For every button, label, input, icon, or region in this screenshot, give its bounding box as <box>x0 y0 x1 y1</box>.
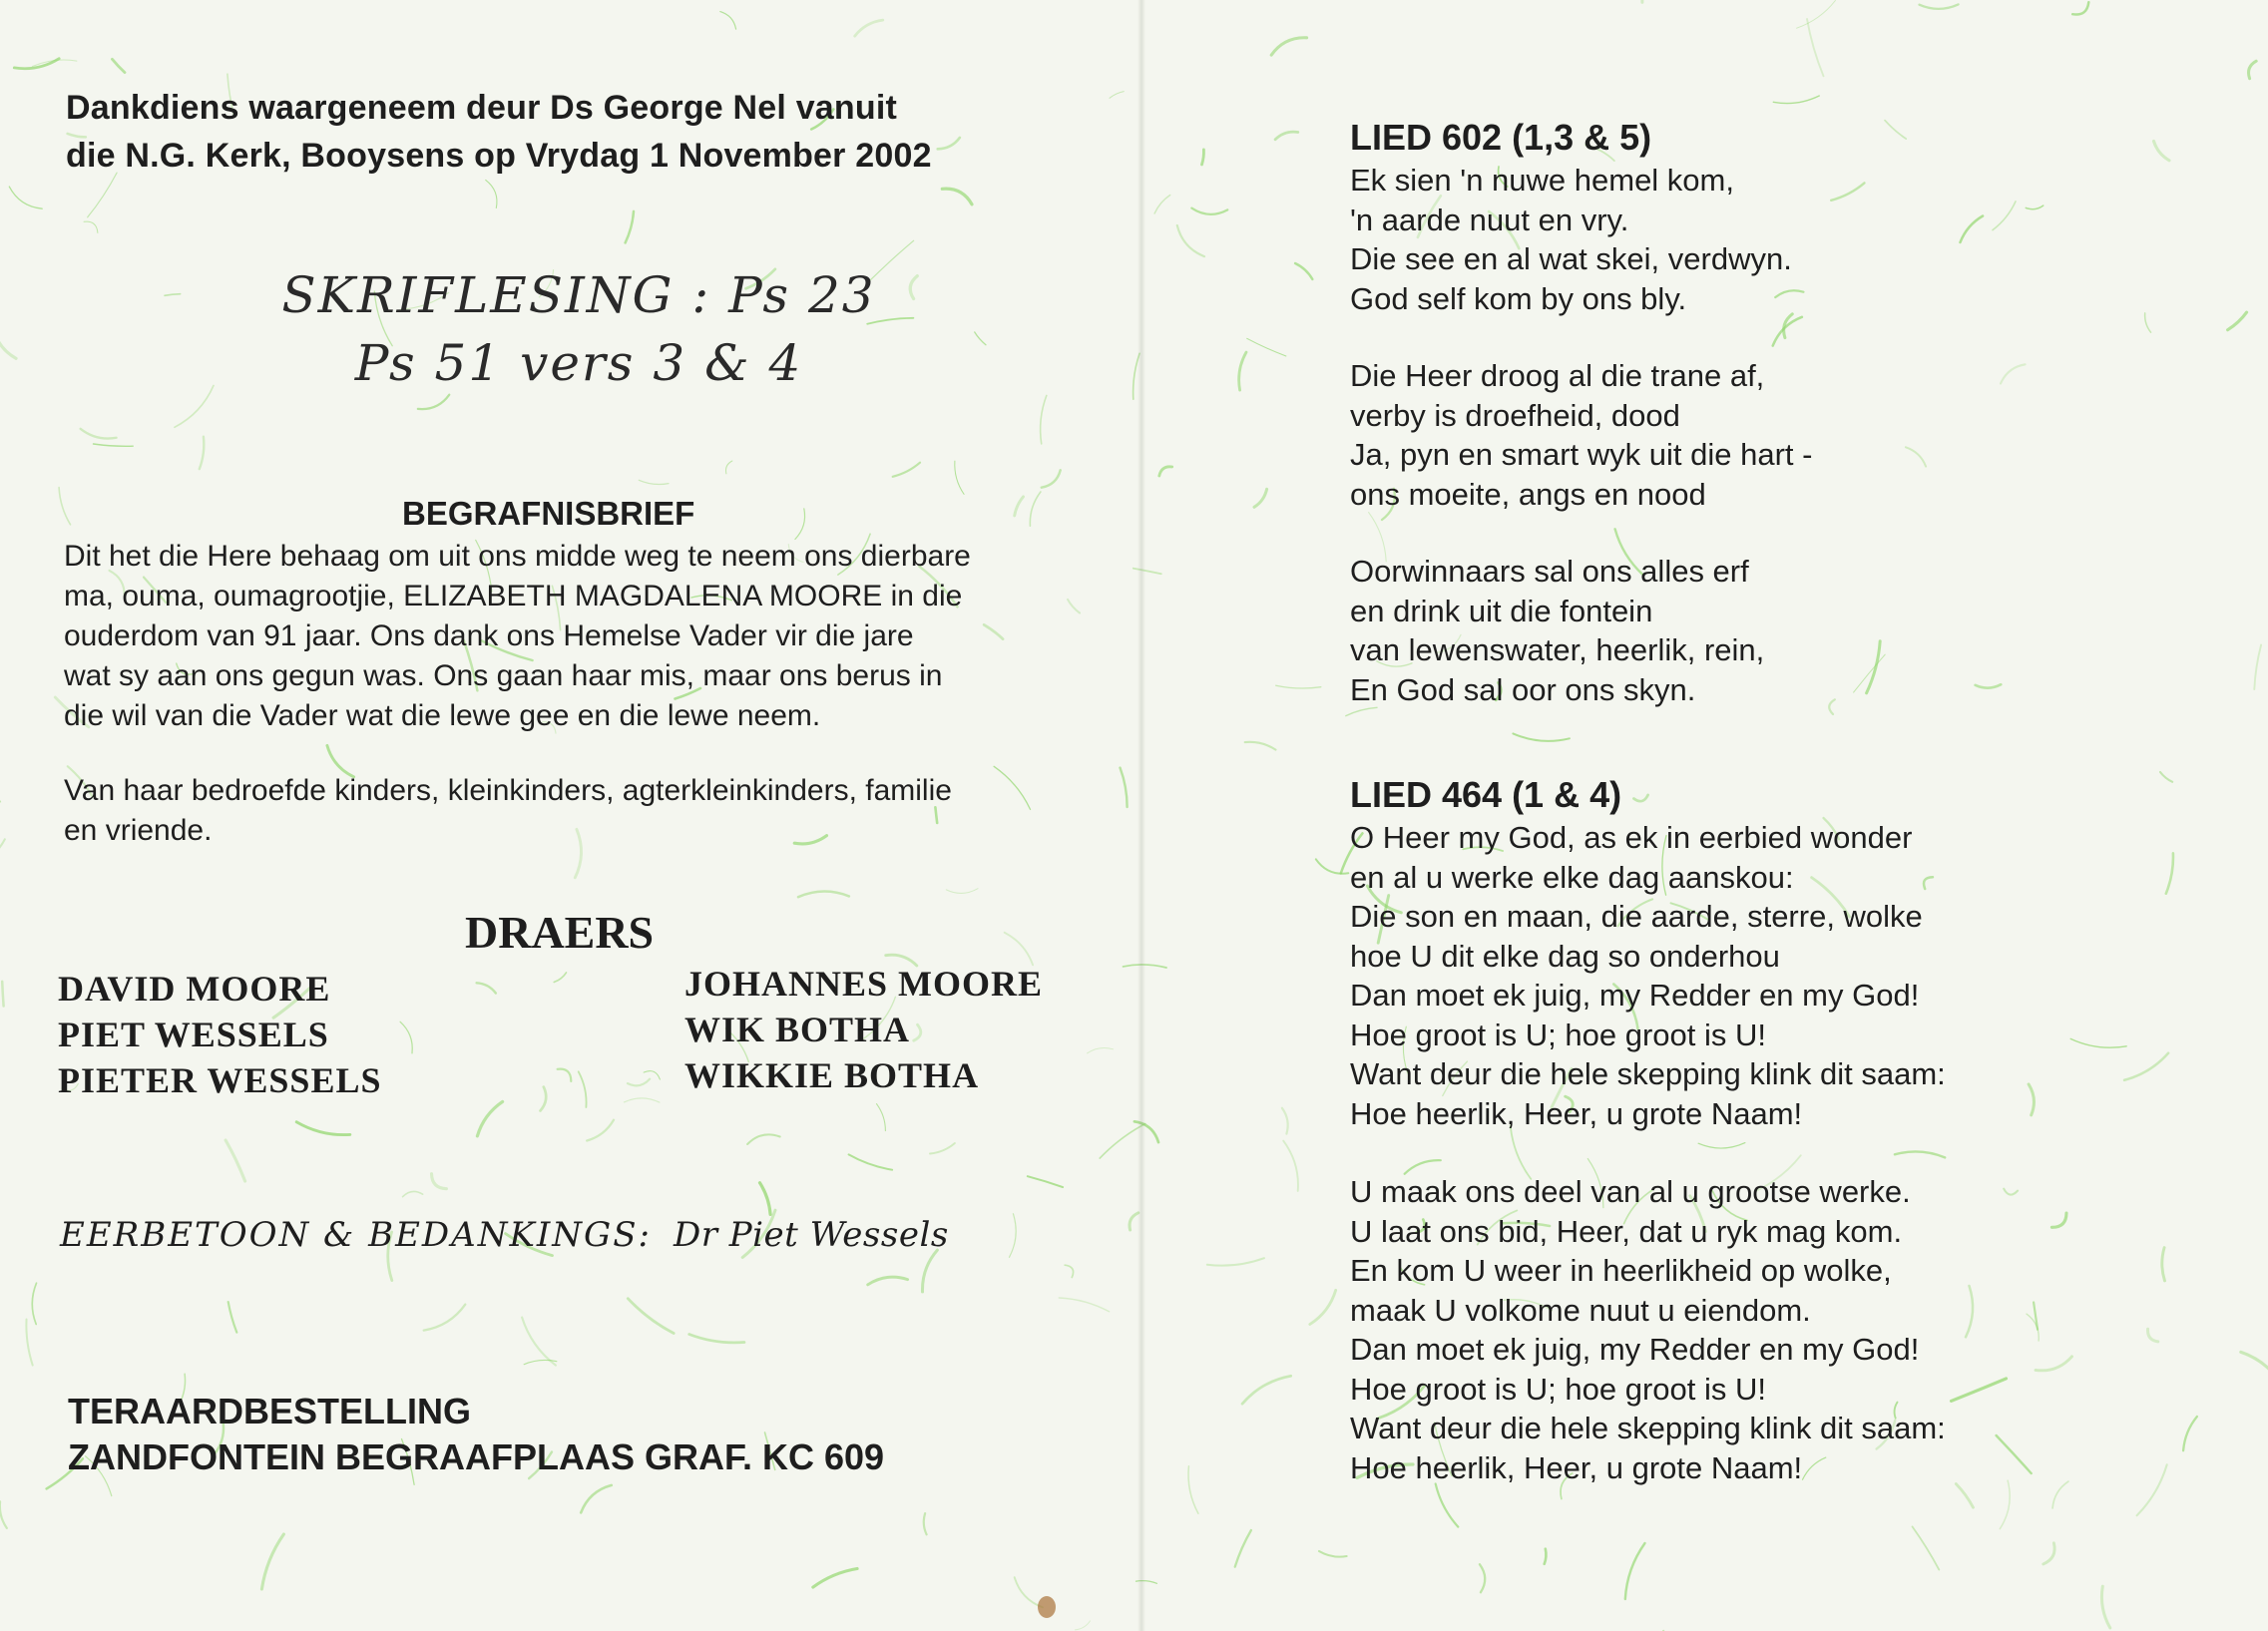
paper-fiber <box>81 429 117 439</box>
paper-fiber <box>9 187 42 208</box>
tribute-label: EERBETOON & BEDANKINGS: <box>60 1215 652 1255</box>
paper-fiber <box>400 1021 412 1053</box>
pallbearers-title: DRAERS <box>465 907 655 958</box>
paper-fiber <box>2026 205 2042 209</box>
paper-fiber <box>1059 1298 1109 1312</box>
paper-fiber <box>2249 61 2257 78</box>
hymn-464-verse-1 <box>1350 818 1946 1133</box>
paper-fiber <box>14 59 59 69</box>
paper-fiber <box>0 1501 7 1528</box>
paper-fiber <box>1159 467 1172 476</box>
paper-fiber <box>1952 1379 2007 1402</box>
paper-fiber <box>2004 1189 2018 1195</box>
obituary-closing-line: Van haar bedroefde kinders, kleinkinders, agterkleinkinders, familie <box>64 774 952 807</box>
paper-fiber <box>175 386 214 428</box>
paper-fiber <box>226 1140 245 1181</box>
paper-fiber <box>2228 312 2247 330</box>
page-fold <box>1137 0 1145 1631</box>
paper-fiber <box>84 221 98 232</box>
paper-fiber <box>2001 364 2026 383</box>
paper-fiber <box>1275 132 1298 140</box>
paper-fiber <box>1698 1143 1745 1148</box>
paper-fiber <box>1068 600 1080 613</box>
verse-line: En God sal oor ons skyn. <box>1350 671 1696 707</box>
verse-line: Hoe groot is U; hoe groot is U! <box>1350 1371 1766 1407</box>
verse-line: Hoe heerlik, Heer, u grote Naam! <box>1350 1095 1803 1131</box>
paper-fiber <box>942 189 972 204</box>
verse-line: 'n aarde nuut en vry. <box>1350 202 1629 237</box>
obituary-line: ouderdom van 91 jaar. Ons dank ons Hemelse Vader vir die jare <box>64 619 914 652</box>
paper-fiber <box>624 1098 660 1102</box>
paper-fiber <box>522 1318 556 1366</box>
paper-fiber <box>930 1143 955 1154</box>
obituary-line: wat sy aan ons gegun was. Ons gaan haar mis, maar ons berus in <box>64 659 943 692</box>
paper-fiber <box>628 1079 650 1086</box>
paper-fiber <box>486 180 497 207</box>
paper-fiber <box>1010 1214 1017 1258</box>
hymn-464-title: LIED 464 (1 & 4) <box>1350 774 1622 815</box>
paper-fiber <box>1154 196 1170 214</box>
paper-fiber <box>628 1299 674 1334</box>
paper-fiber <box>1545 1549 1547 1564</box>
paper-fiber <box>877 1104 886 1131</box>
scripture-line-2: Ps 51 vers 3 & 4 <box>354 334 803 392</box>
scripture-reading <box>249 261 908 397</box>
paper-fiber <box>1993 202 2016 230</box>
service-header-line-2: die N.G. Kerk, Booysens op Vrydag 1 November 2002 <box>66 137 932 175</box>
paper-fiber <box>1319 1551 1347 1557</box>
pallbearers-left-column <box>58 966 381 1103</box>
paper-fiber <box>1310 1290 1336 1324</box>
paper-fiber <box>924 1513 927 1534</box>
verse-line: Hoe heerlik, Heer, u grote Naam! <box>1350 1449 1803 1485</box>
paper-fiber <box>644 1071 660 1080</box>
paper-fiber <box>1247 338 1286 356</box>
paper-fiber <box>477 983 496 993</box>
paper-fiber <box>795 509 805 540</box>
pallbearer-name: PIETER WESSELS <box>58 1060 382 1100</box>
paper-fiber <box>1831 183 1864 200</box>
paper-fiber <box>2052 1481 2068 1508</box>
paper-fiber <box>1906 447 1926 466</box>
paper-fiber <box>0 777 1 802</box>
paper-fiber <box>2 982 3 1007</box>
paper-fiber <box>2160 772 2172 782</box>
paper-fiber <box>1041 396 1047 444</box>
paper-fiber <box>1633 795 1647 801</box>
paper-fiber <box>1276 685 1321 688</box>
paper-fiber <box>2043 1543 2054 1564</box>
paper-fiber <box>946 889 978 894</box>
verse-line: Want deur die hele skepping klink dit saam: <box>1350 1411 1946 1445</box>
paper-fiber <box>2162 1248 2165 1281</box>
paper-fiber <box>1867 641 1881 693</box>
paper-fiber <box>432 1174 447 1189</box>
paper-fiber <box>2070 1038 2126 1047</box>
paper-fiber <box>910 276 917 299</box>
paper-fiber <box>1015 497 1024 516</box>
paper-fiber <box>868 1277 908 1285</box>
verse-line: Dan moet ek juig, my Redder en my God! <box>1350 1332 1920 1367</box>
tribute-line <box>60 1215 949 1255</box>
paper-fiber <box>2124 1053 2168 1080</box>
obituary-closing <box>64 771 952 851</box>
paper-fiber <box>1480 1564 1485 1592</box>
pallbearers-right-column <box>684 961 1043 1098</box>
paper-fiber <box>32 1283 36 1324</box>
paper-fiber <box>922 1250 937 1292</box>
burial-title: TERAARDBESTELLING <box>68 1391 471 1431</box>
paper-fiber <box>938 138 960 149</box>
paper-fiber <box>112 59 125 72</box>
paper-fiber <box>2000 1480 2010 1528</box>
paper-fiber <box>1282 1108 1288 1134</box>
obituary-line: Dit het die Here behaag om uit ons midde weg te neem ons dierbare <box>64 540 971 573</box>
paper-fiber <box>261 1534 283 1589</box>
paper-fiber <box>2145 313 2151 332</box>
verse-line: Want deur die hele skepping klink dit saam: <box>1350 1056 1946 1091</box>
paper-fiber <box>2166 853 2173 893</box>
paper-fiber <box>1966 1286 1973 1337</box>
obituary-line: die wil van die Vader wat die lewe gee en die lewe neem. <box>64 699 821 732</box>
paper-fiber <box>855 20 883 36</box>
paper-fiber <box>165 294 181 296</box>
paper-fiber <box>1807 19 1824 76</box>
paper-fiber <box>296 1122 350 1135</box>
paper-fiber <box>747 1134 780 1144</box>
verse-line: U maak ons deel van al u grootse werke. <box>1350 1174 1911 1209</box>
paper-fiber <box>1030 492 1041 526</box>
paper-fiber <box>984 624 1003 638</box>
paper-fiber <box>1513 733 1570 740</box>
paper-fiber <box>1773 96 1819 104</box>
paper-fiber <box>2254 645 2261 690</box>
paper-fiber <box>1188 1466 1198 1513</box>
obituary-title: BEGRAFNISBRIEF <box>402 495 695 532</box>
paper-fiber <box>1088 1047 1114 1052</box>
paper-fiber <box>1239 352 1246 390</box>
paper-fiber <box>1997 1435 2032 1473</box>
paper-fiber <box>0 839 5 863</box>
obituary-text <box>64 537 971 736</box>
paper-fiber <box>579 1071 587 1107</box>
paper-fiber <box>798 892 849 898</box>
paper-fiber <box>33 60 77 67</box>
paper-fiber <box>558 1069 572 1081</box>
paper-fiber <box>1207 1258 1264 1265</box>
paper-fiber <box>1976 684 2002 687</box>
paper-fiber <box>581 1485 612 1513</box>
verse-line: Die son en maan, die aarde, sterre, wolke <box>1350 899 1923 934</box>
paper-fiber <box>26 1320 32 1366</box>
paper-fiber <box>1191 208 1227 214</box>
paper-fiber <box>2183 1417 2197 1450</box>
paper-fiber <box>1110 92 1124 99</box>
verse-line: Die see en al wat skei, verdwyn. <box>1350 241 1792 276</box>
verse-line: God self kom by ons bly. <box>1350 280 1687 316</box>
paper-fiber <box>94 444 134 446</box>
paper-fiber <box>1028 1176 1063 1187</box>
paper-fiber <box>587 1120 614 1141</box>
paper-fiber <box>1913 1526 1940 1569</box>
hymn-602-verse-3 <box>1350 552 1764 709</box>
pallbearer-name: WIKKIE BOTHA <box>684 1055 980 1095</box>
paper-fiber <box>720 12 736 30</box>
verse-line: En kom U weer in heerlikheid op wolke, <box>1350 1253 1892 1288</box>
hymn-602-verse-1 <box>1350 161 1792 318</box>
paper-fiber <box>1242 1376 1291 1404</box>
paper-fiber <box>760 1183 771 1215</box>
verse-line: en al u werke elke dag aanskou: <box>1350 859 1794 895</box>
obituary-closing-line: en vriende. <box>64 814 213 847</box>
verse-line: ons moeite, angs en nood <box>1350 476 1706 512</box>
burial-location: ZANDFONTEIN BEGRAAFPLAAS GRAF. KC 609 <box>68 1436 885 1477</box>
verse-line: en drink uit die fontein <box>1350 593 1653 628</box>
verse-line: hoe U dit elke dag so onderhou <box>1350 938 1780 974</box>
paper-fiber <box>1065 1265 1073 1277</box>
hymn-464-verse-2 <box>1350 1172 1946 1487</box>
service-header <box>66 84 932 180</box>
paper-fiber <box>1295 263 1312 279</box>
paper-fiber <box>1797 1 1836 29</box>
paper-fiber <box>955 461 964 494</box>
paper-fiber <box>477 1101 502 1135</box>
verse-line: Oorwinnaars sal ons alles erf <box>1350 554 1749 589</box>
paper-fiber <box>2072 2 2088 14</box>
paper-fiber <box>2154 142 2170 161</box>
paper-fiber <box>1885 121 1906 140</box>
paper-fiber <box>1283 1141 1298 1191</box>
obituary-line: ma, ouma, oumagrootjie, ELIZABETH MAGDALENA MOORE in die <box>64 580 963 612</box>
paper-fiber <box>1956 1484 1973 1508</box>
paper-fiber <box>1121 768 1128 807</box>
paper-stain <box>1038 1596 1056 1618</box>
paper-fiber <box>0 323 16 358</box>
verse-line: U laat ons bid, Heer, dat u ryk mag kom. <box>1350 1213 1903 1249</box>
paper-fiber <box>1177 225 1204 256</box>
paper-fiber <box>639 480 669 484</box>
paper-fiber <box>541 1087 547 1111</box>
verse-line: Ek sien 'n nuwe hemel kom, <box>1350 163 1734 198</box>
paper-fiber <box>1202 150 1204 165</box>
paper-fiber <box>1895 1151 1945 1157</box>
pallbearer-name: WIK BOTHA <box>684 1010 911 1049</box>
paper-fiber <box>849 1154 893 1169</box>
verse-line: Dan moet ek juig, my Redder en my God! <box>1350 978 1920 1013</box>
verse-line: maak U volkome nuut u eiendom. <box>1350 1292 1811 1328</box>
paper-fiber <box>1271 38 1306 55</box>
paper-fiber <box>1829 699 1835 714</box>
pallbearer-name: JOHANNES MOORE <box>684 964 1044 1004</box>
paper-fiber <box>2029 1084 2034 1115</box>
paper-fiber <box>975 332 986 345</box>
paper-fiber <box>2148 1329 2158 1342</box>
verse-line: Ja, pyn en smart wyk uit die hart - <box>1350 437 1813 472</box>
hymn-602-title: LIED 602 (1,3 & 5) <box>1350 117 1652 158</box>
paper-fiber <box>1920 4 1959 8</box>
paper-fiber <box>1076 1621 1091 1630</box>
paper-fiber <box>994 766 1030 809</box>
paper-fiber <box>424 1305 466 1331</box>
scripture-line-1: SKRIFLESING : Ps 23 <box>281 266 876 324</box>
verse-line: van lewenswater, heerlik, rein, <box>1350 632 1765 667</box>
paper-fiber <box>813 1569 857 1588</box>
paper-fiber <box>1042 470 1061 487</box>
paper-fiber <box>1511 1126 1532 1179</box>
paper-fiber <box>893 463 920 477</box>
paper-fiber <box>200 437 205 469</box>
paper-fiber <box>1254 489 1267 507</box>
paper-fiber <box>726 461 732 474</box>
service-header-line-1: Dankdiens waargeneem deur Ds George Nel vanuit <box>66 89 898 127</box>
verse-line: Die Heer droog al die trane af, <box>1350 358 1765 393</box>
tribute-speaker: Dr Piet Wessels <box>673 1215 949 1255</box>
burial-info <box>68 1389 884 1480</box>
paper-fiber <box>2101 1586 2109 1628</box>
paper-fiber <box>1625 1543 1645 1599</box>
paper-fiber <box>689 1335 744 1343</box>
paper-fiber <box>1961 216 1984 242</box>
verse-line: Hoe groot is U; hoe groot is U! <box>1350 1017 1766 1052</box>
paper-fiber <box>1245 742 1276 750</box>
paper-fiber <box>2051 1213 2066 1227</box>
paper-fiber <box>228 1302 237 1333</box>
verse-line: O Heer my God, as ek in eerbied wonder <box>1350 820 1913 855</box>
paper-fiber <box>59 488 70 525</box>
pallbearer-name: DAVID MOORE <box>58 969 331 1009</box>
paper-fiber <box>626 211 634 243</box>
verse-line: verby is droefheid, dood <box>1350 397 1680 433</box>
paper-fiber <box>1235 1530 1251 1567</box>
paper-fiber <box>554 973 566 983</box>
paper-fiber <box>2241 1352 2268 1376</box>
paper-fiber <box>2036 1357 2072 1371</box>
pallbearer-name: PIET WESSELS <box>58 1015 329 1054</box>
paper-fiber <box>1436 1484 1459 1527</box>
paper-fiber <box>403 1191 423 1196</box>
paper-fiber <box>2137 1464 2167 1515</box>
hymn-602-verse-2 <box>1350 356 1812 514</box>
